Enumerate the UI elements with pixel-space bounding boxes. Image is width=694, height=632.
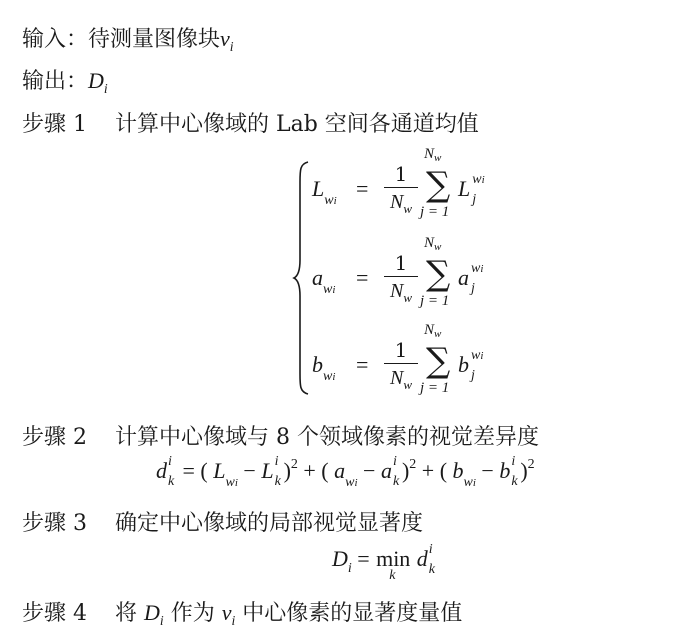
summand: L wi j xyxy=(458,172,485,207)
equals-sign: = xyxy=(356,265,369,290)
summand: a wi j xyxy=(458,261,484,296)
fraction: $\frac{1}{N_w}$ xyxy=(384,162,418,214)
fraction: $\frac{1}{N_w}$ xyxy=(384,251,418,303)
step1-line xyxy=(22,107,479,138)
step4-var1: D xyxy=(144,600,160,625)
equation-lhs: $b_{wi}$ xyxy=(312,352,336,384)
equation-lhs: $L_{wi}$ xyxy=(312,176,337,208)
sum-lower-limit: j = 1 xyxy=(420,293,450,309)
sum-lower-limit: j = 1 xyxy=(420,204,450,220)
input-label: 输入：待测量图像块 xyxy=(22,27,221,52)
sum-lower-limit: j = 1 xyxy=(420,380,450,396)
step1-label: 步骤 1 xyxy=(22,112,87,137)
summand: b wi j xyxy=(458,348,484,383)
step4-text-a: 将 xyxy=(115,601,138,626)
step4-var2: v xyxy=(221,600,232,625)
step4-var1-sub: i xyxy=(159,613,164,629)
output-line xyxy=(22,64,108,95)
output-var: D xyxy=(88,68,104,93)
output-var-sub: i xyxy=(103,81,108,97)
sum-icon: ∑ xyxy=(426,341,451,381)
step2-text: 计算中心像域与 8 个领域像素的视觉差异度 xyxy=(115,425,539,450)
input-var-sub: i xyxy=(229,39,234,55)
equals-sign: = xyxy=(356,352,369,377)
step1-text: 计算中心像域的 Lab 空间各通道均值 xyxy=(115,112,479,137)
fraction: $\frac{1}{N_w}$ xyxy=(384,338,418,390)
step3-line xyxy=(22,506,423,537)
step3-label: 步骤 3 xyxy=(22,511,87,536)
sum-icon: ∑ xyxy=(426,254,451,294)
sum-icon: ∑ xyxy=(426,165,451,205)
step4-label: 步骤 4 xyxy=(22,601,87,626)
input-var: v xyxy=(220,26,230,51)
step3-text: 确定中心像域的局部视觉显著度 xyxy=(115,511,424,536)
formula-min: $D_i = \min$ k d i k xyxy=(332,542,435,583)
equals-sign: = xyxy=(356,176,369,201)
equation-lhs: $a_{wi}$ xyxy=(312,265,336,297)
step4-line xyxy=(22,596,462,627)
step2-line xyxy=(22,420,539,451)
step4-text-c: 中心像素的显著度量值 xyxy=(242,601,463,626)
sum-upper-limit: $N_w$ xyxy=(424,235,442,253)
output-label: 输出： xyxy=(22,69,89,94)
sum-upper-limit: $N_w$ xyxy=(424,146,442,164)
step4-text-b: 作为 xyxy=(170,601,215,626)
step2-label: 步骤 2 xyxy=(22,425,87,450)
step4-var2-sub: i xyxy=(231,613,236,629)
sum-upper-limit: $N_w$ xyxy=(424,322,442,340)
input-line xyxy=(22,22,234,53)
formula-difference: d i k = ( $L_{wi} - L$ i k )$^2$ + ( $a_{wi} - a$ i k )$^2$ + ( $b_{wi} - b$ i k )$^2$ xyxy=(156,454,535,490)
left-brace xyxy=(292,160,312,396)
